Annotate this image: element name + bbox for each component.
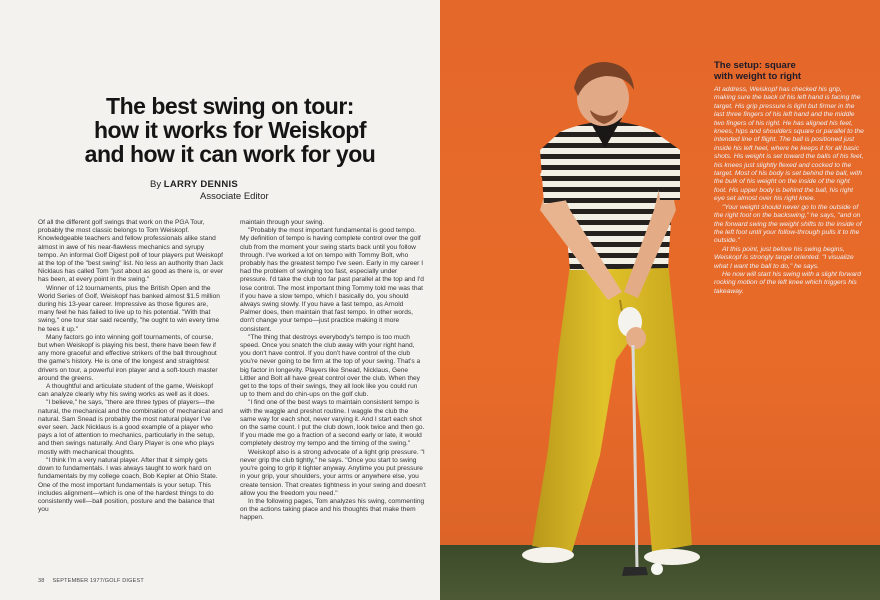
article-paragraph: maintain through your swing. bbox=[240, 219, 325, 226]
folio bbox=[38, 578, 144, 584]
headline-line: how it works for Weiskopf bbox=[93, 117, 367, 143]
article-paragraph: "I believe," he says, "there are three types of players—the natural, the mechanical and the combination of mechanical and natural. Sam Snead is probably the most natural player I've ever seen. Jack Nicklaus is a good example of a player who pays a lot of attention to mechanics, particularly in the setup, and then swings naturally. And Gary Player is one who plays mostly with mechanical thoughts. bbox=[38, 399, 223, 456]
right-page bbox=[440, 0, 880, 600]
setup-sidebar bbox=[714, 60, 864, 296]
headline bbox=[55, 94, 405, 166]
sidebar-title-line: with weight to right bbox=[714, 71, 802, 82]
sidebar-text bbox=[714, 86, 864, 296]
page-number: 38 bbox=[38, 578, 45, 584]
article-paragraph: Weiskopf also is a strong advocate of a light grip pressure. "I never grip the club tightly," he says. "Once you start to swing you're going to grip it tighter anyway. Anytime you put pressure in your grip, your shoulders, your arms or anywhere else, you create tension. That creates tightness in your swing and doesn't allow you the freedom you need." bbox=[240, 448, 426, 497]
article-paragraph: "I find one of the best ways to maintain consistent tempo is with the waggle and preshot routine. I waggle the club the same way for each shot, never varying it. And I start each shot on the same count. I put the club down, look twice and then go. If you made me go a fraction of a second early or late, it would completely destroy my tempo and the timing of the swing." bbox=[240, 399, 425, 448]
byline-author: LARRY DENNIS bbox=[163, 179, 239, 190]
byline bbox=[150, 179, 350, 203]
article-paragraph: Many factors go into winning golf tournaments, of course, but when Weiskopf is playing his best, there have been few if any more graceful and effective strikers of the ball throughout the game's history. He is one of the longest and straightest drivers on tour, a powerful iron player and a soft-touch master around the greens. bbox=[38, 333, 218, 382]
headline-line: and how it can work for you bbox=[84, 141, 376, 167]
right-shoe bbox=[644, 549, 700, 565]
article-column-1 bbox=[38, 219, 224, 514]
sidebar-title bbox=[714, 60, 864, 82]
article-column-2 bbox=[240, 219, 426, 523]
byline-by: By bbox=[150, 179, 162, 190]
hands bbox=[626, 327, 646, 349]
sidebar-paragraph: At address, Weiskopf has checked his grip, making sure the back of his left hand is facing the target. His grip pressure is light but firmer in the last three fingers of his left hand and the middle two fingers of his right. He has aligned his feet, knees, hips and shoulders square or parallel to the intended line of flight. The ball is positioned just inside his left heel, where he keeps it for all basic shots. His weight is set toward the balls of his feet, his knees just slightly flexed and cocked to the target. Most of his body is set behind the ball, with the bulk of his weight on the inside of the right foot. His upper body is behind the ball, his right eye set almost over his right knee. bbox=[714, 86, 864, 203]
sidebar-paragraph: He now will start his swing with a slight forward rocking motion of the left knee which triggers his takeaway. bbox=[714, 270, 862, 295]
left-shoe bbox=[522, 547, 574, 563]
byline-role: Associate Editor bbox=[200, 191, 269, 202]
golf-ball-icon bbox=[651, 563, 663, 575]
article-paragraph: "The thing that destroys everybody's tempo is too much speed. Once you snatch the club away with your right hand, you don't have control. If you don't have control of the club you're never going to be firm at the top of your swing. That's a big factor in longevity. Players like Snead, Nicklaus, Gene Littler and Bolt all have great control over the club. When they get to the tops of their swings, they all look like you could run up to them and do chin-ups on the golf club. bbox=[240, 333, 421, 399]
article-paragraph: Of all the different golf swings that work on the PGA Tour, probably the most classic belongs to Tom Weiskopf. Knowledgeable teachers and fellow professionals alike stand almost in awe of his near-flawless mechanics and syrupy tempo. An informal Golf Digest poll of tour players put Weiskopf at the top of the "best swing" list. No less an authority than Jack Nicklaus has called Tom "just about as good as there is, or ever has been, at every point in the swing." bbox=[38, 219, 224, 284]
issue-line: SEPTEMBER 1977/GOLF DIGEST bbox=[52, 578, 144, 584]
article-paragraph: Winner of 12 tournaments, plus the British Open and the World Series of Golf, Weiskopf has banked almost $1.5 million during his 13-year career. Impressive as those figures are, many feel he has failed to live up to his potential. "With that swing," one tour star said recently, "he ought to win every time he tees it up." bbox=[38, 284, 220, 333]
article-paragraph: "Probably the most important fundamental is good tempo. My definition of tempo is having complete control over the golf club from the moment your swing starts back until you follow through. I've worked a lot on tempo with Tommy Bolt, who probably has the greatest tempo I've seen. Early in my career I had the problem of swinging too fast, especially under pressure. I'd take the club too far past parallel at the top and I'd lose control. The most important thing Tommy told me was that if you have a slow tempo, which I basically do, you should always swing slowly. If you have a fast tempo, as Arnold Palmer does, then maintain that fast tempo. In other words, don't change your tempo—just practice making it more consistent. bbox=[240, 227, 424, 333]
article-paragraph: In the following pages, Tom analyzes his swing, commenting on the actions taking place and his thoughts that make them happen. bbox=[240, 497, 425, 522]
headline-line: The best swing on tour: bbox=[106, 93, 354, 119]
sidebar-paragraph: "Your weight should never go to the outside of the right foot on the backswing," he says, "and on the forward swing the weight shifts to the inside of the left foot until your follow-through pulls it to the outside." bbox=[714, 203, 862, 245]
article-paragraph: A thoughtful and articulate student of the game, Weiskopf can analyze clearly why his swing works as well as it does. bbox=[38, 383, 214, 399]
article-paragraph: "I think I'm a very natural player. After that it simply gets down to fundamentals. I was always taught to work hard on fundamentals by my college coach, Bob Kepler at Ohio State. One of the most important fundamentals is your setup. This includes alignment—which is one of the hardest things to do consistently well—ball position, posture and the balance that you bbox=[38, 456, 218, 514]
sidebar-title-line: The setup: square bbox=[714, 60, 796, 71]
sidebar-paragraph: At this point, just before his swing begins, Weiskopf is strongly target oriented. "I visualize what I want the ball to do," he says. bbox=[714, 245, 854, 270]
